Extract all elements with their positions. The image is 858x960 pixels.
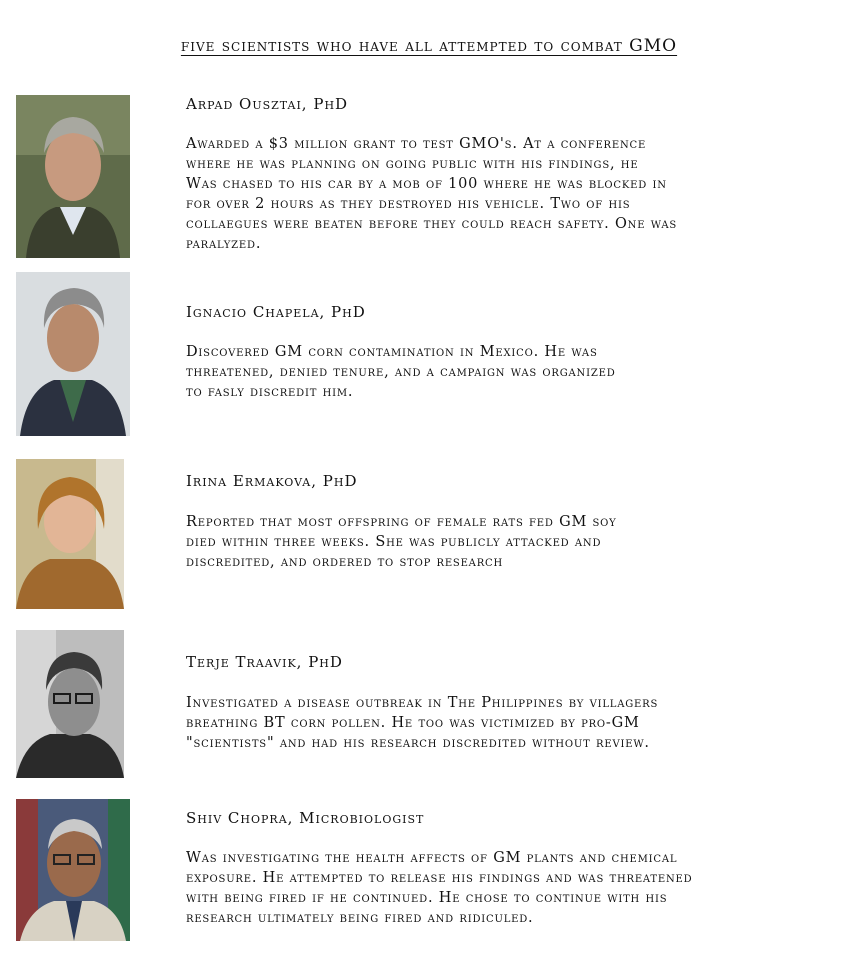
scientist-description: Was investigating the health affects of GM plants and chemical exposure. He attempted to release his findings and was threatened with being fired if he continued. He chose to continue with his research ultimately being fired and ridiculed. xyxy=(186,850,693,926)
portrait-photo xyxy=(16,630,124,778)
portrait-photo xyxy=(16,95,130,258)
portrait-photo xyxy=(16,799,130,941)
portrait-photo xyxy=(16,272,130,436)
page-title: five scientists who have all attempted to combat GMO xyxy=(180,36,678,56)
scientist-name: Arpad Ousztai, PhD xyxy=(186,95,349,113)
scientist-description: Investigated a disease outbreak in The Philippines by villagers breathing BT corn pollen. He too was victimized by pro-GM "scientists" and had his research discredited without review. xyxy=(186,695,659,751)
scientist-name: Irina Ermakova, PhD xyxy=(186,472,358,490)
scientist-description: Discovered GM corn contamination in Mexico. He was threatened, denied tenure, and a campaign was organized to fasly discredit him. xyxy=(186,344,616,400)
scientist-name: Terje Traavik, PhD xyxy=(186,653,343,671)
scientist-description: Awarded a $3 million grant to test GMO's. At a conference where he was planning on going public with his findings, he Was chased to his car by a mob of 100 where he was blocked in for over 2 hours as they destroyed his vehicle. Two of his collaegues were beaten before they could reach safety. One was paralyzed. xyxy=(186,136,677,252)
scientist-description: Reported that most offspring of female rats fed GM soy died within three weeks. She was publicly attacked and discredited, and ordered to stop research xyxy=(186,514,617,570)
scientist-name: Ignacio Chapela, PhD xyxy=(186,303,366,321)
scientist-name: Shiv Chopra, Microbiologist xyxy=(186,809,425,827)
portrait-photo xyxy=(16,459,124,609)
